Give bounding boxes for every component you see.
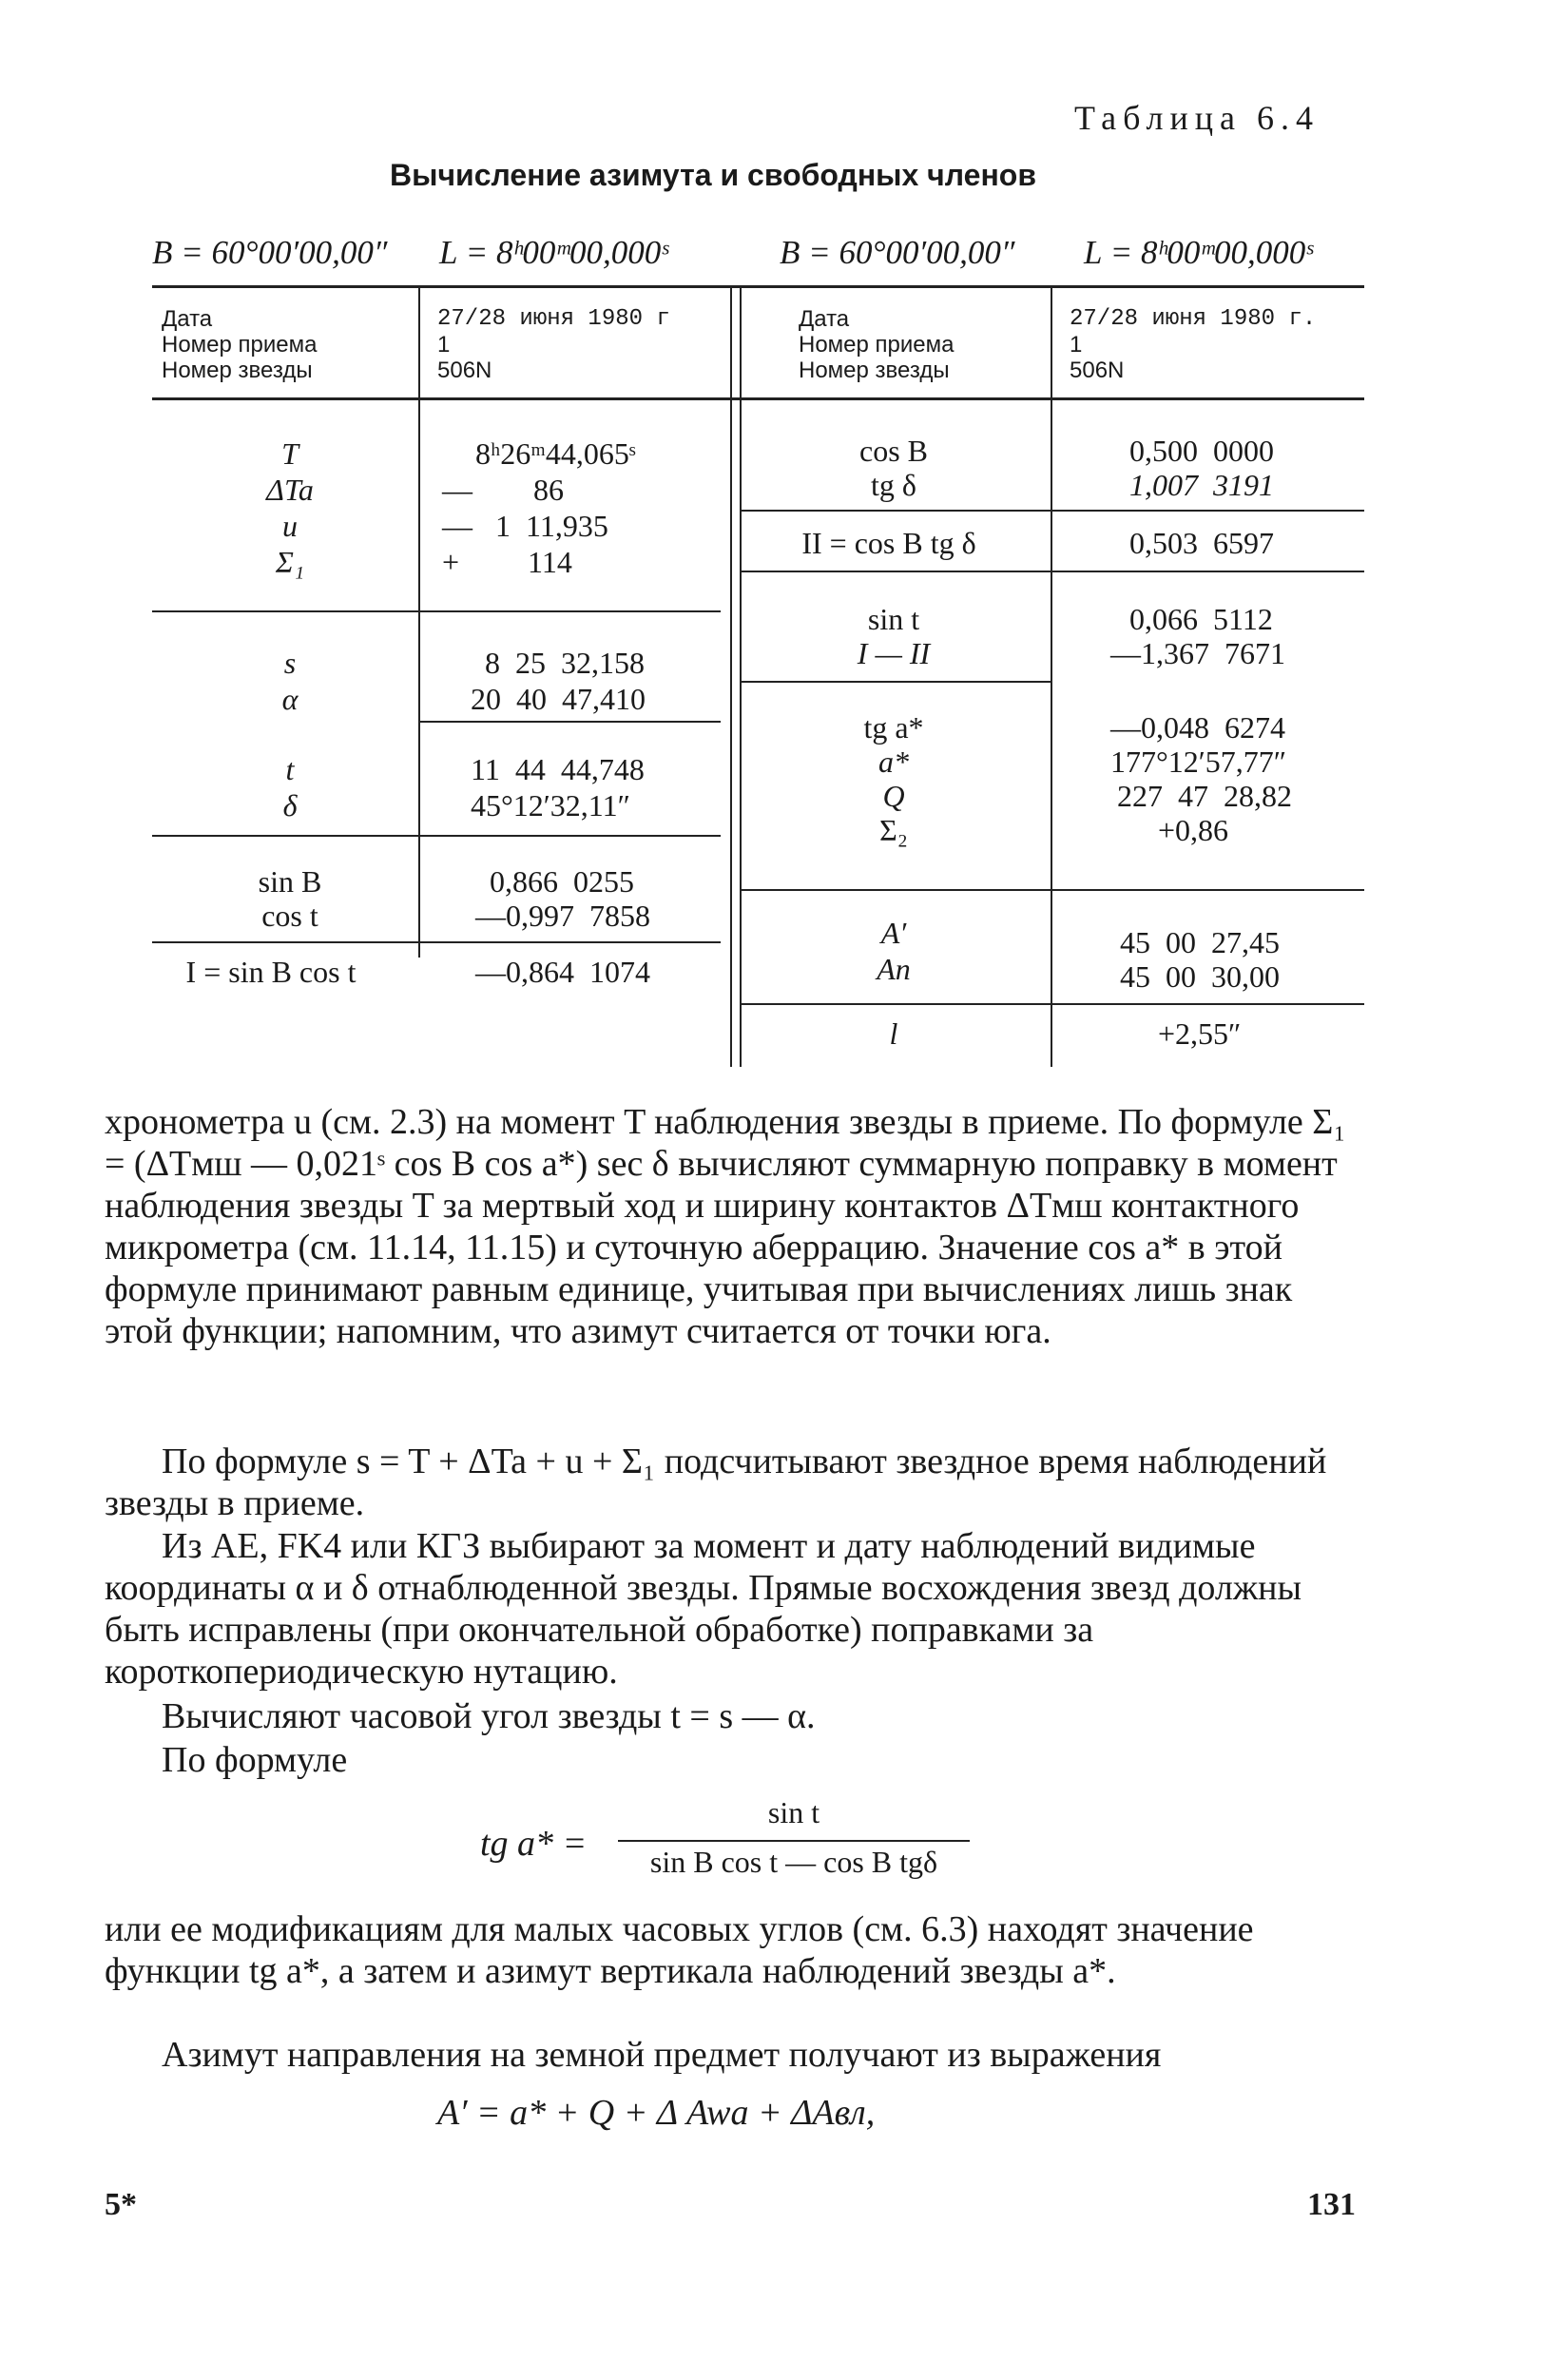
table-label: Таблица 6.4 [1074, 99, 1320, 137]
info-right-star-label: Номер звезды [799, 358, 950, 383]
info-left-date-label: Дата [162, 306, 213, 332]
info-left-date-value: 27/28 июня 1980 г [437, 306, 670, 332]
left-symbol-dTa: ΔTa [266, 473, 314, 507]
table-top-rule [152, 285, 1364, 288]
right-symbol-Aprime: A′ [880, 916, 907, 950]
left-group-rule-2 [418, 721, 721, 723]
left-value-T: 8ʰ26ᵐ44,065ˢ [475, 436, 636, 471]
left-symbol-sinB: sin B [258, 864, 322, 899]
left-value-t: 11 44 44,748 [471, 752, 645, 786]
left-group-rule-3 [152, 835, 721, 837]
formula-1-numerator: sin t [767, 1795, 820, 1829]
info-right-reception-value: 1 [1070, 332, 1083, 358]
left-symbol-u: u [282, 509, 298, 543]
formula-1-fraction-bar [618, 1840, 970, 1842]
right-value-a: 177°12′57,77″ [1110, 745, 1287, 779]
right-value-tga: —0,048 6274 [1110, 710, 1285, 745]
sheet-signature: 5* [105, 2187, 137, 2222]
left-symbol-alpha: α [281, 682, 299, 716]
header-right-L: L = 8ʰ00ᵐ00,000ˢ [1084, 234, 1313, 271]
center-divider-2 [740, 287, 742, 1067]
right-value-l: +2,55″ [1158, 1016, 1242, 1051]
left-symbol-s: s [283, 646, 297, 680]
paragraph-4: Вычисляют часовой угол звезды t = s — α. [162, 1696, 816, 1736]
right-value-cosB: 0,500 0000 [1129, 434, 1274, 468]
right-symbol-I-minus-II: I — II [857, 636, 931, 670]
left-symbol-delta: δ [282, 788, 298, 822]
left-column-divider [418, 287, 420, 958]
right-column-divider [1051, 287, 1052, 1067]
info-left-star-label: Номер звезды [162, 358, 313, 383]
left-symbol-t: t [285, 752, 295, 786]
page-number: 131 [1307, 2187, 1356, 2222]
header-left-L: L = 8ʰ00ᵐ00,000ˢ [439, 234, 668, 271]
formula-1-lhs: tg a* = [480, 1824, 588, 1864]
right-symbol-II: II = cos B tg δ [801, 526, 976, 560]
info-left-star-value: 506N [437, 358, 492, 383]
right-value-sint: 0,066 5112 [1129, 602, 1273, 636]
paragraph-2: По формуле s = T + ΔTa + u + Σ₁ подсчитывают звездное время наблюдений звезды в приеме. [105, 1442, 1327, 1523]
info-right-star-value: 506N [1070, 358, 1125, 383]
header-right-B: B = 60°00′00,00″ [780, 234, 1015, 271]
info-left-reception-label: Номер приема [162, 332, 318, 358]
left-value-sinB: 0,866 0255 [490, 864, 634, 899]
right-value-tgdelta: 1,007 3191 [1129, 468, 1274, 502]
right-group-rule-1 [740, 510, 1364, 512]
right-symbol-cosB: cos B [859, 434, 928, 468]
formula-2: A′ = a* + Q + Δ Awa + ΔAвл, [437, 2093, 876, 2133]
right-symbol-Q: Q [882, 779, 905, 813]
left-group-rule-4 [152, 941, 721, 943]
right-symbol-sint: sin t [867, 602, 920, 636]
left-value-dTa: — 86 [442, 473, 564, 507]
right-symbol-tgdelta: tg δ [871, 468, 916, 502]
left-symbol-T: T [281, 436, 299, 471]
right-value-Ap: 45 00 30,00 [1120, 959, 1280, 994]
left-value-sigma1: + 114 [442, 545, 572, 579]
left-value-delta: 45°12′32,11″ [471, 788, 630, 822]
right-value-I-minus-II: —1,367 7671 [1110, 636, 1285, 670]
left-group-rule-1 [152, 610, 721, 612]
paragraph-5: По формуле [162, 1740, 348, 1780]
table-title: Вычисление азимута и свободных членов [390, 158, 1036, 192]
right-group-rule-4 [740, 889, 1364, 891]
right-symbol-l: l [889, 1016, 898, 1051]
info-right-date-label: Дата [799, 306, 850, 332]
right-symbol-sigma2: Σ₂ [879, 813, 908, 847]
formula-1-denominator: sin B cos t — cos B tgδ [649, 1845, 938, 1879]
left-value-alpha: 20 40 47,410 [471, 682, 646, 716]
info-right-reception-label: Номер приема [799, 332, 955, 358]
table-header-rule [152, 397, 1364, 400]
right-value-sigma2: +0,86 [1158, 813, 1229, 847]
left-value-cost: —0,997 7858 [475, 899, 650, 933]
right-symbol-a: a* [878, 745, 909, 779]
left-value-u: — 1 11,935 [442, 509, 608, 543]
right-group-rule-5 [740, 1003, 1364, 1005]
info-right-date-value: 27/28 июня 1980 г. [1070, 306, 1317, 332]
left-symbol-cost: cos t [261, 899, 318, 933]
header-left-B: B = 60°00′00,00″ [152, 234, 388, 271]
left-value-I: —0,864 1074 [475, 955, 650, 989]
paragraph-1: хронометра u (см. 2.3) на момент T наблюдения звезды в приеме. По формуле Σ₁ = (ΔTмш — 0,021ˢ cos B cos a*) sec δ вычисляют суммарную поправку в момент наблюдения звезды T за мертвый ход и ширину контактов ΔTмш контактного микрометра (см. 11.14, 11.15) и суточную аберрацию. Значение cos a* в этой формуле принимают равным единице, учитывая при вычислениях лишь знак этой функции; напомним, что азимут считается от точки юга. [105, 1102, 1346, 1351]
center-divider-1 [730, 287, 732, 1067]
right-group-rule-2 [740, 571, 1364, 572]
paragraph-6: или ее модификациям для малых часовых углов (см. 6.3) находят значение функции tg a*, а затем и азимут вертикала наблюдений звезды a*. [105, 1909, 1254, 1991]
paragraph-7: Азимут направления на земной предмет получают из выражения [162, 2035, 1162, 2075]
right-value-II: 0,503 6597 [1129, 526, 1274, 560]
right-value-Q: 227 47 28,82 [1117, 779, 1292, 813]
left-symbol-I: I = sin B cos t [185, 955, 357, 989]
right-symbol-tga: tg a* [863, 710, 924, 745]
paragraph-3: Из АЕ, FK4 или КГЗ выбирают за момент и дату наблюдений видимые координаты α и δ отнаблюденной звезды. Прямые восхождения звезд должны быть исправлены (при окончательной обработке) поправками за короткопериодическую нутацию. [105, 1526, 1302, 1692]
info-left-reception-value: 1 [437, 332, 451, 358]
left-symbol-sigma1: Σ₁ [275, 545, 305, 579]
right-group-rule-3 [740, 681, 1051, 683]
right-value-Aprime: 45 00 27,45 [1120, 925, 1280, 959]
left-value-s: 8 25 32,158 [485, 646, 645, 680]
right-symbol-Ap: Aп [877, 952, 911, 986]
